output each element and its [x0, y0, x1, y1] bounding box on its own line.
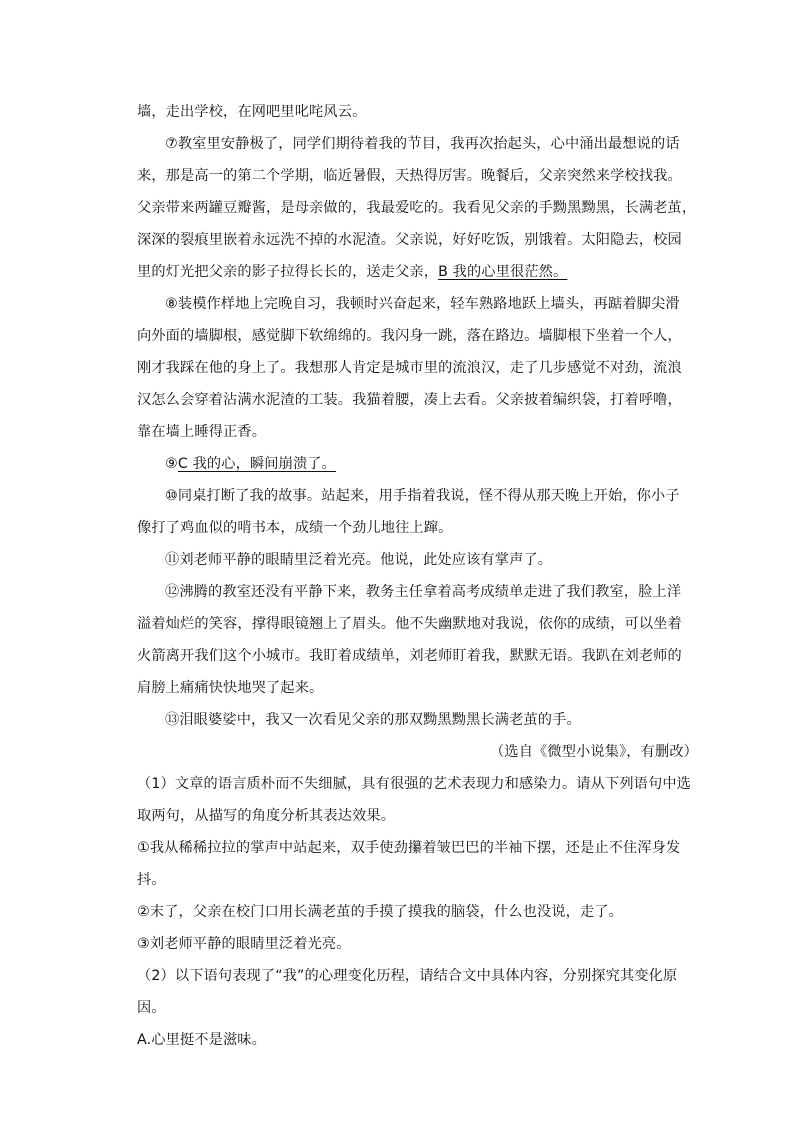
question-1-item-1-line-2: 抖。 [137, 872, 166, 888]
paragraph-10-line-2: 像打了鸡血似的啃书本，成绩一个劲儿地往上蹿。 [137, 520, 453, 536]
underlined-sentence-c: C 我的心，瞬间崩溃了。 [177, 456, 336, 472]
paragraph-8-line-1: ⑧装模作样地上完晚自习，我顿时兴奋起来，轻车熟路地跃上墙头，再踮着脚尖滑 [165, 296, 680, 312]
paragraph-12-line-3: 火箭离开我们这个小城市。我盯着成绩单，刘老师盯着我，默默无语。我趴在刘老师的 [137, 648, 682, 664]
paragraph-7-line-2: 来，那是高一的第二个学期，临近暑假，天热得厉害。晚餐后，父亲突然来学校找我。 [137, 168, 682, 184]
paragraph-8-line-3: 刚才我踩在他的身上了。我想那人肯定是城市里的流浪汉，走了几步感觉不对劲，流浪 [137, 360, 682, 376]
paragraph-7-line-5 [137, 262, 697, 282]
question-1-item-3: ③刘老师平静的眼睛里泛着光亮。 [137, 936, 351, 952]
paragraph-9-number: ⑨ [165, 456, 178, 472]
paragraph-12-line-4: 肩膀上痛痛快快地哭了起来。 [137, 680, 324, 696]
question-2-line-2: 因。 [137, 1000, 166, 1016]
paragraph-12-line-2: 溢着灿烂的笑容，撑得眼镜翘上了眉头。他不失幽默地对我说，依你的成绩，可以坐着 [137, 616, 682, 632]
question-1-line-1: （1）文章的语言质朴而不失细腻，具有很强的艺术表现力和感染力。请从下列语句中选 [137, 776, 692, 792]
source-citation: （选自《微型小说集》，有删改） [490, 744, 698, 760]
paragraph-8-line-5: 靠在墙上睡得正香。 [137, 424, 267, 440]
paragraph-9 [165, 454, 725, 474]
paragraph-12-line-1: ⑫沸腾的教室还没有平静下来，教务主任拿着高考成绩单走进了我们教室，脸上洋 [165, 584, 682, 600]
question-2-item-a: A.心里挺不是滋味。 [137, 1032, 266, 1048]
question-1-item-1-line-1: ①我从稀稀拉拉的掌声中站起来，双手使劲攥着皱巴巴的半袖下摆，还是止不住浑身发 [137, 840, 681, 856]
paragraph-7-text: 里的灯光把父亲的影子拉得长长的，送走父亲， [137, 264, 439, 280]
paragraph-7-line-1: ⑦教室里安静极了，同学们期待着我的节目，我再次抬起头，心中涌出最想说的话 [165, 136, 680, 152]
paragraph-7-line-4: 深深的裂痕里嵌着永远洗不掉的水泥渣。父亲说，好好吃饭，别饿着。太阳隐去，校园 [137, 232, 682, 248]
paragraph-7-line-3: 父亲带来两罐豆瓣酱，是母亲做的，我最爱吃的。我看见父亲的手黝黑黝黑，长满老茧， [137, 200, 697, 216]
paragraph-11: ⑪刘老师平静的眼睛里泛着光亮。他说，此处应该有掌声了。 [165, 552, 553, 568]
paragraph-continuation: 墙，走出学校，在网吧里叱咤风云。 [137, 104, 367, 120]
question-1-line-2: 取两句，从描写的角度分析其表达效果。 [137, 808, 396, 824]
underlined-sentence-b: B 我的心里很茫然。 [438, 264, 568, 280]
paragraph-8-line-4: 汉怎么会穿着沾满水泥渣的工装。我猫着腰，凑上去看。父亲披着编织袋，打着呼噜， [137, 392, 682, 408]
question-2-line-1: （2）以下语句表现了“我”的心理变化历程，请结合文中具体内容，分别探究其变化原 [137, 968, 678, 984]
question-1-item-2: ②末了，父亲在校门口用长满老茧的手摸了摸我的脑袋，什么也没说，走了。 [137, 904, 624, 920]
paragraph-13: ⑬泪眼婆娑中，我又一次看见父亲的那双黝黑黝黑长满老茧的手。 [165, 712, 581, 728]
paragraph-10-line-1: ⑩同桌打断了我的故事。站起来，用手指着我说，怪不得从那天晚上开始，你小子 [165, 488, 680, 504]
paragraph-8-line-2: 向外面的墙脚根，感觉脚下软绵绵的。我闪身一跳，落在路边。墙脚根下坐着一个人， [137, 328, 682, 344]
